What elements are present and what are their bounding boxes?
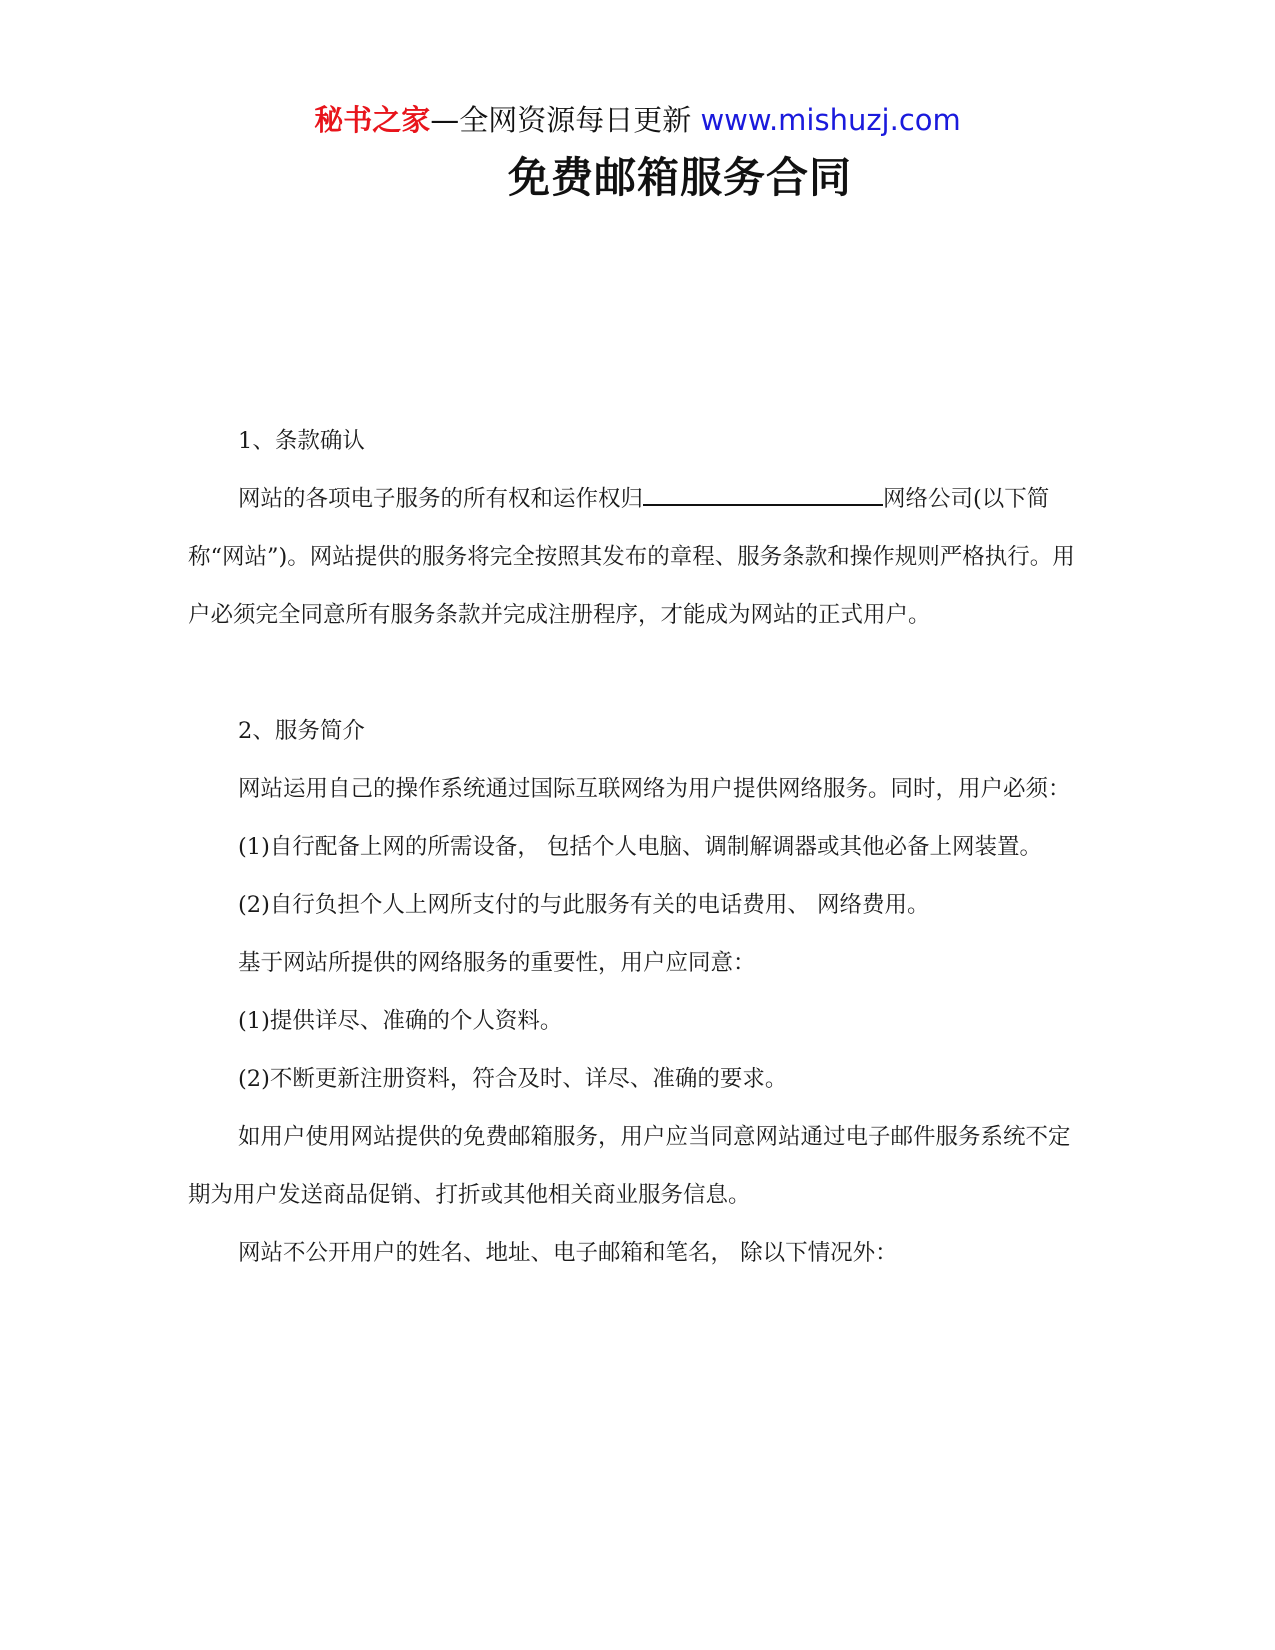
section-2-paragraph-1: 网站运用自己的操作系统通过国际互联网络为用户提供网络服务。同时，用户必须： — [238, 776, 1071, 802]
document-body — [188, 412, 1088, 1282]
site-header — [0, 100, 1275, 140]
brand-name: 秘书之家 — [314, 103, 431, 137]
document-title: 免费邮箱服务合同 — [507, 153, 852, 202]
section-2-paragraph-5: (1)提供详尽、准确的个人资料。 — [238, 1008, 563, 1034]
section-2-paragraph-4: 基于网站所提供的网络服务的重要性，用户应同意： — [238, 950, 756, 976]
section-1-text-after-blank: 网络公司(以下简称“网站”)。网站提供的服务将完全按照其发布的章程、服务条款和操作规则严格执行。用户必须完全同意所有服务条款并完成注册程序，才能成为网站的正式用户。 — [188, 486, 1075, 628]
section-2-paragraph-3: (2)自行负担个人上网所支付的与此服务有关的电话费用、 网络费用。 — [238, 892, 930, 918]
section-2-paragraph-7: 如用户使用网站提供的免费邮箱服务，用户应当同意网站通过电子邮件服务系统不定期为用户发送商品促销、打折或其他相关商业服务信息。 — [188, 1124, 1071, 1208]
header-tagline: —全网资源每日更新 — [430, 103, 701, 137]
section-1-paragraph — [188, 470, 1088, 644]
company-name-blank — [643, 482, 883, 506]
section-1-text-before-blank: 网站的各项电子服务的所有权和运作权归 — [238, 486, 644, 512]
section-1-heading: 1、条款确认 — [238, 428, 365, 454]
site-url-link[interactable]: www.mishuzj.com — [700, 103, 961, 137]
section-2-paragraph-2: (1)自行配备上网的所需设备， 包括个人电脑、调制解调器或其他必备上网装置。 — [238, 834, 1043, 860]
section-2-heading: 2、服务简介 — [238, 718, 365, 744]
section-2-paragraph-8: 网站不公开用户的姓名、地址、电子邮箱和笔名， 除以下情况外： — [238, 1240, 898, 1266]
section-2-paragraph-6: (2)不断更新注册资料，符合及时、详尽、准确的要求。 — [238, 1066, 788, 1092]
section-spacer — [188, 644, 1088, 702]
